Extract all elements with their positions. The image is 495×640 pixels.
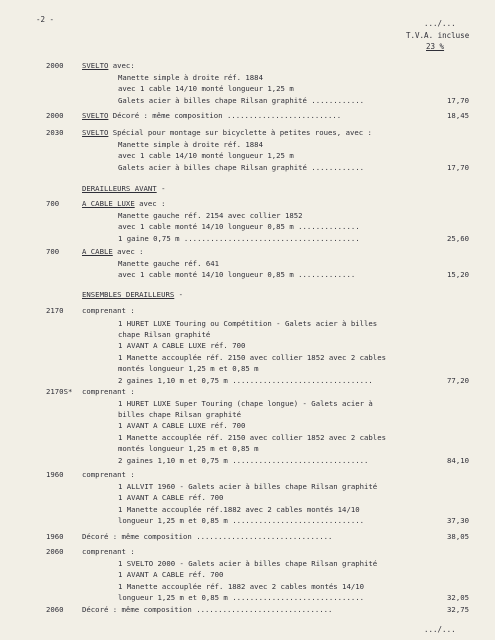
document-line (0, 162, 495, 173)
line-text: montés longueur 1,25 m et 0,85 m (118, 364, 259, 373)
line-text: 1 HURET LUXE Touring ou Compétition - Galets acier à billes (118, 319, 378, 328)
document-line (0, 72, 495, 83)
line-text: comprenant : (82, 470, 135, 479)
line-text: Galets acier à billes chape Rilsan graphité ............ (118, 163, 365, 172)
line-text: montés longueur 1,25 m et 0,85 m (118, 444, 259, 453)
line-text: billes chape Rilsan graphité (118, 410, 242, 419)
article-code: 2170 (46, 306, 64, 315)
document-line (0, 110, 495, 121)
line-text: SVELTO Spécial pour montage sur bicyclette à petites roues, avec : (82, 128, 372, 137)
document-line (0, 139, 495, 150)
line-text: longueur 1,25 m et 0,85 m .............................. (118, 516, 365, 525)
document-line (0, 546, 495, 557)
document-line (0, 258, 495, 269)
article-code: 1960 (46, 470, 64, 479)
document-line (0, 269, 495, 280)
price-value: 84,10 (447, 456, 469, 465)
line-text: 1 ALLVIT 1960 - Galets acier à billes chape Rilsan graphité (118, 482, 378, 491)
price-value: 32,75 (447, 605, 469, 614)
continued-marker-bottom: .../... (424, 625, 456, 634)
document-line (0, 409, 495, 420)
line-text: Décoré : même composition ............................... (82, 605, 333, 614)
price-value: 25,60 (447, 234, 469, 243)
article-code: 700 (46, 199, 60, 208)
document-line (0, 305, 495, 316)
article-code: 700 (46, 247, 60, 256)
document-line (0, 318, 495, 329)
tva-rate: 23 % (426, 42, 445, 51)
document-line (0, 198, 495, 209)
article-code: 2000 (46, 111, 64, 120)
line-text: 2 gaines 1,10 m et 0,75 m ................................ (118, 376, 373, 385)
document-line (0, 481, 495, 492)
line-text: 1 AVANT A CABLE réf. 700 (118, 493, 224, 502)
price-value: 38,05 (447, 532, 469, 541)
document-line (0, 558, 495, 569)
document-line (0, 420, 495, 431)
document-line (0, 492, 495, 503)
line-text: 1 HURET LUXE Super Touring (chape longue) - Galets acier à (118, 399, 373, 408)
document-line (0, 246, 495, 257)
line-text: comprenant : (82, 387, 135, 396)
line-text: chape Rilsan graphité (118, 330, 211, 339)
line-text: comprenant : (82, 306, 135, 315)
line-text: avec 1 cable 14/10 monté longueur 1,25 m (118, 84, 294, 93)
line-text: avec 1 cable monté 14/10 longueur 0,85 m ............. (118, 270, 356, 279)
price-value: 17,70 (447, 96, 469, 105)
article-code: 2030 (46, 128, 64, 137)
line-text: Galets acier à billes chape Rilsan graphité ............ (118, 96, 365, 105)
price-value: 18,45 (447, 111, 469, 120)
document-line (0, 455, 495, 466)
document-line (0, 581, 495, 592)
document-line (0, 329, 495, 340)
line-text: avec 1 cable monté 14/10 longueur 0,85 m .............. (118, 222, 360, 231)
line-text: avec 1 cable 14/10 monté longueur 1,25 m (118, 151, 294, 160)
price-value: 17,70 (447, 163, 469, 172)
line-text: DERAILLEURS AVANT - (82, 184, 166, 193)
document-line (0, 83, 495, 94)
document-line (0, 443, 495, 454)
article-code: 2060 (46, 547, 64, 556)
line-text: 1 AVANT A CABLE LUXE réf. 700 (118, 421, 246, 430)
line-text: Manette simple à droite réf. 1884 (118, 140, 263, 149)
price-value: 15,20 (447, 270, 469, 279)
line-text: SVELTO avec: (82, 61, 135, 70)
article-code: 1960 (46, 532, 64, 541)
document-line (0, 386, 495, 397)
line-text: 1 Manette accouplée réf. 2150 avec collier 1852 avec 2 cables (118, 353, 386, 362)
document-line (0, 127, 495, 138)
document-line (0, 95, 495, 106)
document-line (0, 515, 495, 526)
article-code: 2170S* (46, 387, 73, 396)
document-line (0, 531, 495, 542)
line-text: 1 Manette accouplée réf. 1882 avec 2 cables montés 14/10 (118, 582, 365, 591)
document-line (0, 504, 495, 515)
line-text: comprenant : (82, 547, 135, 556)
line-text: SVELTO Décoré : même composition .......................... (82, 111, 342, 120)
line-text: 1 SVELTO 2000 - Galets acier à billes chape Rilsan graphité (118, 559, 378, 568)
price-value: 37,30 (447, 516, 469, 525)
tva-label: T.V.A. incluse (406, 31, 470, 40)
document-line (0, 340, 495, 351)
document-line (0, 469, 495, 480)
document-line (0, 569, 495, 580)
line-text: A CABLE avec : (82, 247, 144, 256)
document-line (0, 432, 495, 443)
document-line (0, 60, 495, 71)
document-line (0, 363, 495, 374)
document-line (0, 352, 495, 363)
article-code: 2060 (46, 605, 64, 614)
document-line (0, 210, 495, 221)
document-line (0, 221, 495, 232)
line-text: 1 Manette accouplée réf.1882 avec 2 cables montés 14/10 (118, 505, 360, 514)
line-text: 1 Manette accouplée réf. 2150 avec collier 1852 avec 2 cables (118, 433, 386, 442)
document-line (0, 150, 495, 161)
line-text: A CABLE LUXE avec : (82, 199, 166, 208)
line-text: Décoré : même composition ............................... (82, 532, 333, 541)
document-line (0, 289, 495, 300)
continued-marker-top: .../... (424, 19, 456, 28)
page-number: -2 - (36, 15, 55, 24)
document-line (0, 375, 495, 386)
document-line (0, 592, 495, 603)
line-text: ENSEMBLES DERAILLEURS - (82, 290, 184, 299)
document-line (0, 233, 495, 244)
line-text: Manette gauche réf. 641 (118, 259, 220, 268)
line-text: 1 AVANT A CABLE réf. 700 (118, 570, 224, 579)
price-value: 32,05 (447, 593, 469, 602)
article-code: 2000 (46, 61, 64, 70)
document-line (0, 183, 495, 194)
line-text: longueur 1,25 m et 0,85 m .............................. (118, 593, 365, 602)
line-text: 1 AVANT A CABLE LUXE réf. 700 (118, 341, 246, 350)
document-line (0, 398, 495, 409)
price-value: 77,20 (447, 376, 469, 385)
line-text: 1 gaine 0,75 m ........................................ (118, 234, 360, 243)
line-text: 2 gaines 1,10 m et 0,75 m ............................... (118, 456, 369, 465)
line-text: Manette simple à droite réf. 1884 (118, 73, 263, 82)
line-text: Manette gauche réf. 2154 avec collier 1852 (118, 211, 303, 220)
document-line (0, 604, 495, 615)
